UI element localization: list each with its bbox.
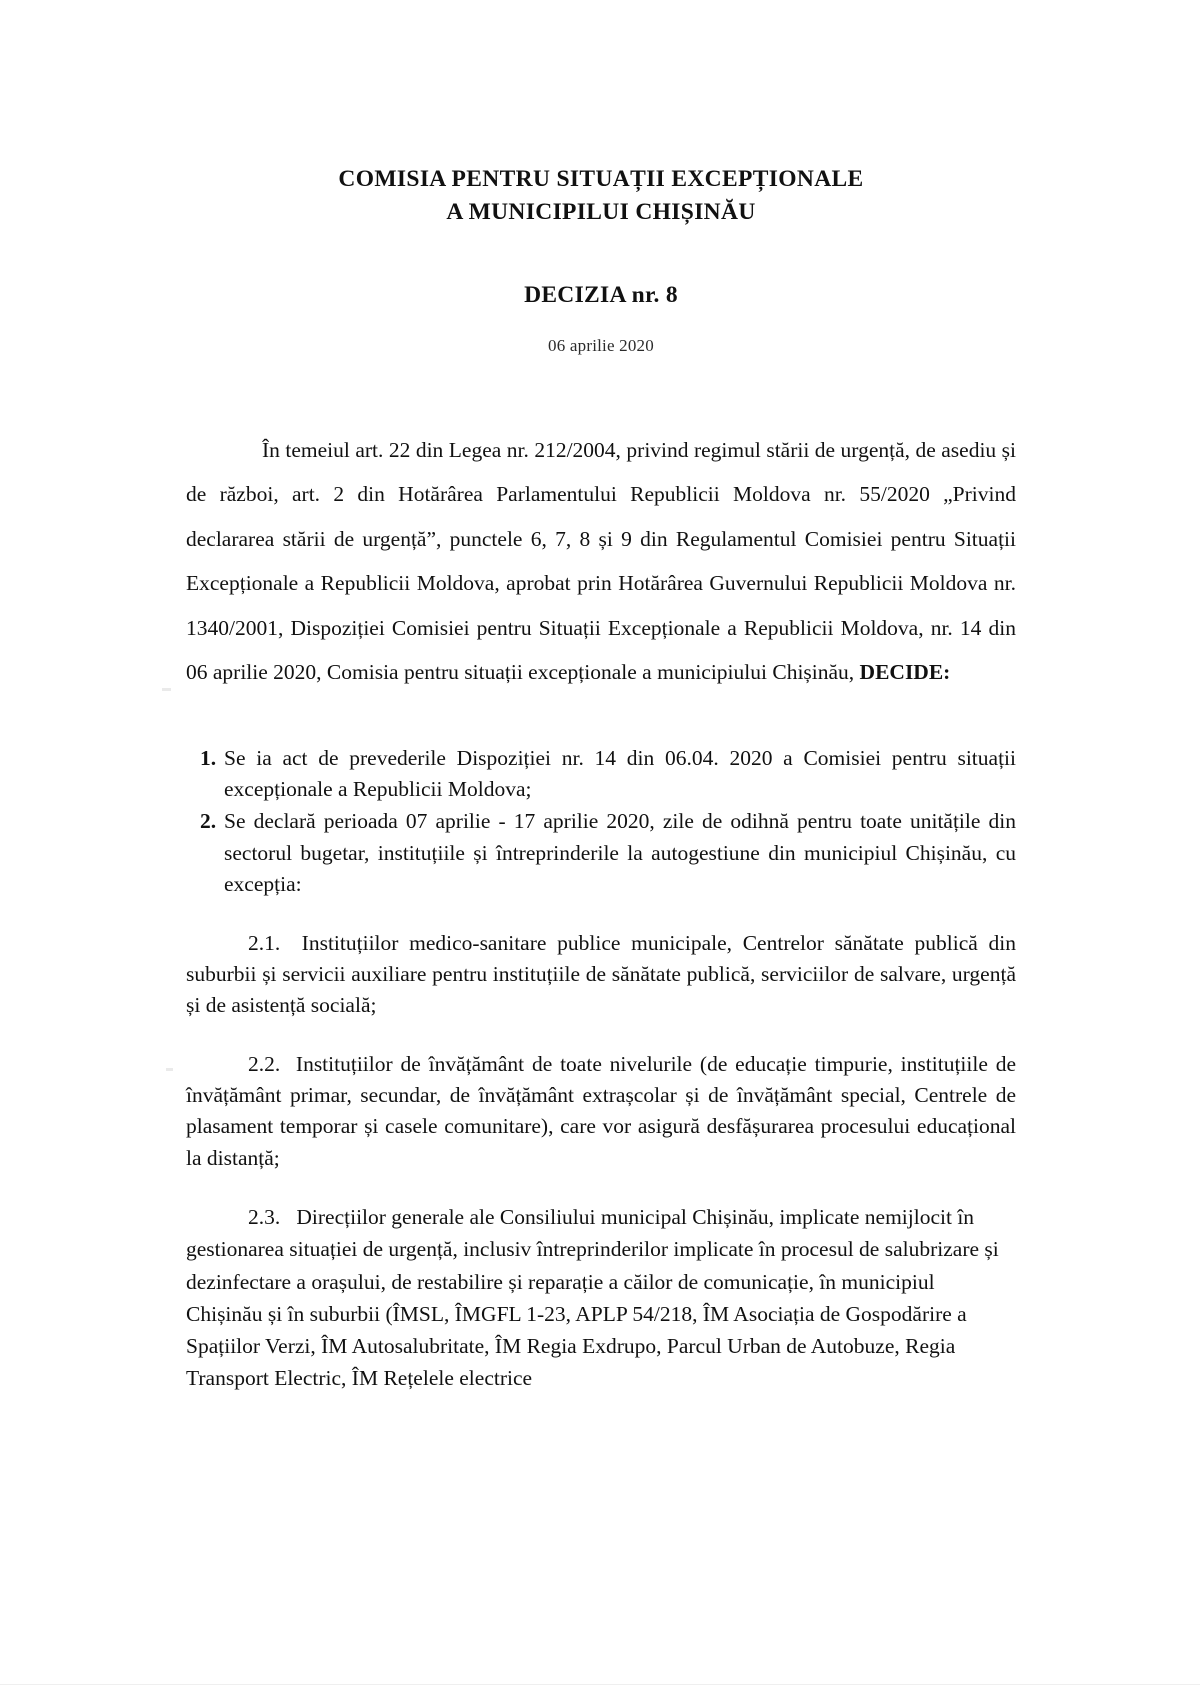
list-item	[186, 743, 1016, 806]
list-item-number: 2.	[200, 809, 217, 834]
page-content	[186, 0, 1016, 1395]
decision-number: DECIZIA nr. 8	[524, 281, 678, 308]
list-item	[186, 806, 1016, 900]
decide-keyword: DECIDE:	[859, 660, 951, 685]
subitem-2-3	[186, 1201, 1016, 1395]
list-item-text: Se ia act de prevederile Dispoziției nr. 14 din 06.04. 2020 a Comisiei pentru situații excepționale a Republicii Moldova;	[224, 745, 1016, 802]
list-item-number: 1.	[200, 745, 217, 770]
subitem-text: Instituțiilor medico-sanitare publice municipale, Centrelor sănătate publică din suburbii și servicii auxiliare pentru instituțiile de sănătate publică, serviciilor de salvare, urgență și de asistență socială;	[186, 930, 1017, 1018]
subitem-label: 2.2.	[248, 1051, 281, 1076]
subitem-2-2	[186, 1049, 1016, 1175]
title-line-1: COMISIA PENTRU SITUAȚII EXCEPȚIONALE	[338, 166, 864, 192]
decision-list	[186, 743, 1016, 901]
preamble-text: În temeiul art. 22 din Legea nr. 212/2004, privind regimul stării de urgență, de asediu și de război, art. 2 din Hotărârea Parlamentului Republicii Moldova nr. 55/2020 „Privind declararea stării de urgență”, punctele 6, 7, 8 și 9 din Regulamentul Comisiei pentru Situații Excepționale a Republicii Moldova, aprobat prin Hotărârea Guvernului Republicii Moldova nr. 1340/2001, Dispoziției Comisiei pentru Situații Excepționale a Republicii Moldova, nr. 14 din 06 aprilie 2020, Comisia pentru situații excepționale a municipiului Chișinău,	[186, 437, 1016, 685]
subitem-label: 2.1.	[248, 930, 281, 955]
scan-artifact	[166, 1068, 173, 1071]
subitem-2-1	[186, 928, 1016, 1022]
subitem-label: 2.3.	[248, 1205, 281, 1230]
title-line-2: A MUNICIPILUI CHIȘINĂU	[446, 199, 756, 226]
page-bottom-edge	[0, 1684, 1200, 1697]
scan-artifact	[162, 688, 171, 691]
document-title	[186, 0, 1016, 230]
subitem-text: Instituțiilor de învățământ de toate nivelurile (de educație timpurie, instituțiile de învățământ primar, secundar, de învățământ extrașcolar și de învățământ special, Centrele de plasament temporar și casele comunitare), care vor asigură desfășurarea procesului educațional la distanță;	[186, 1051, 1016, 1170]
subitem-text: Direcțiilor generale ale Consiliului municipal Chișinău, implicate nemijlocit în gestionarea situației de urgență, inclusiv întreprinderilor implicate în procesul de salubrizare și dezinfectare a orașului, de restabilire și reparație a căilor de comunicație, în municipiul Chișinău și în suburbii (ÎMSL, ÎMGFL 1-23, APLP 54/218, ÎM Asociația de Gospodărire a Spațiilor Verzi, ÎM Autosalubritate, ÎM Regia Exdrupo, Parcul Urban de Autobuze, Regia Transport Electric, ÎM Rețelele electrice	[186, 1205, 999, 1391]
decision-date: 06 aprilie 2020	[548, 335, 654, 355]
list-item-text: Se declară perioada 07 aprilie - 17 aprilie 2020, zile de odihnă pentru toate unitățile din sectorul bugetar, instituțiile și întreprinderile la autogestiune din municipiul Chișinău, cu excepția:	[224, 809, 1016, 897]
preamble-paragraph	[186, 428, 1016, 695]
